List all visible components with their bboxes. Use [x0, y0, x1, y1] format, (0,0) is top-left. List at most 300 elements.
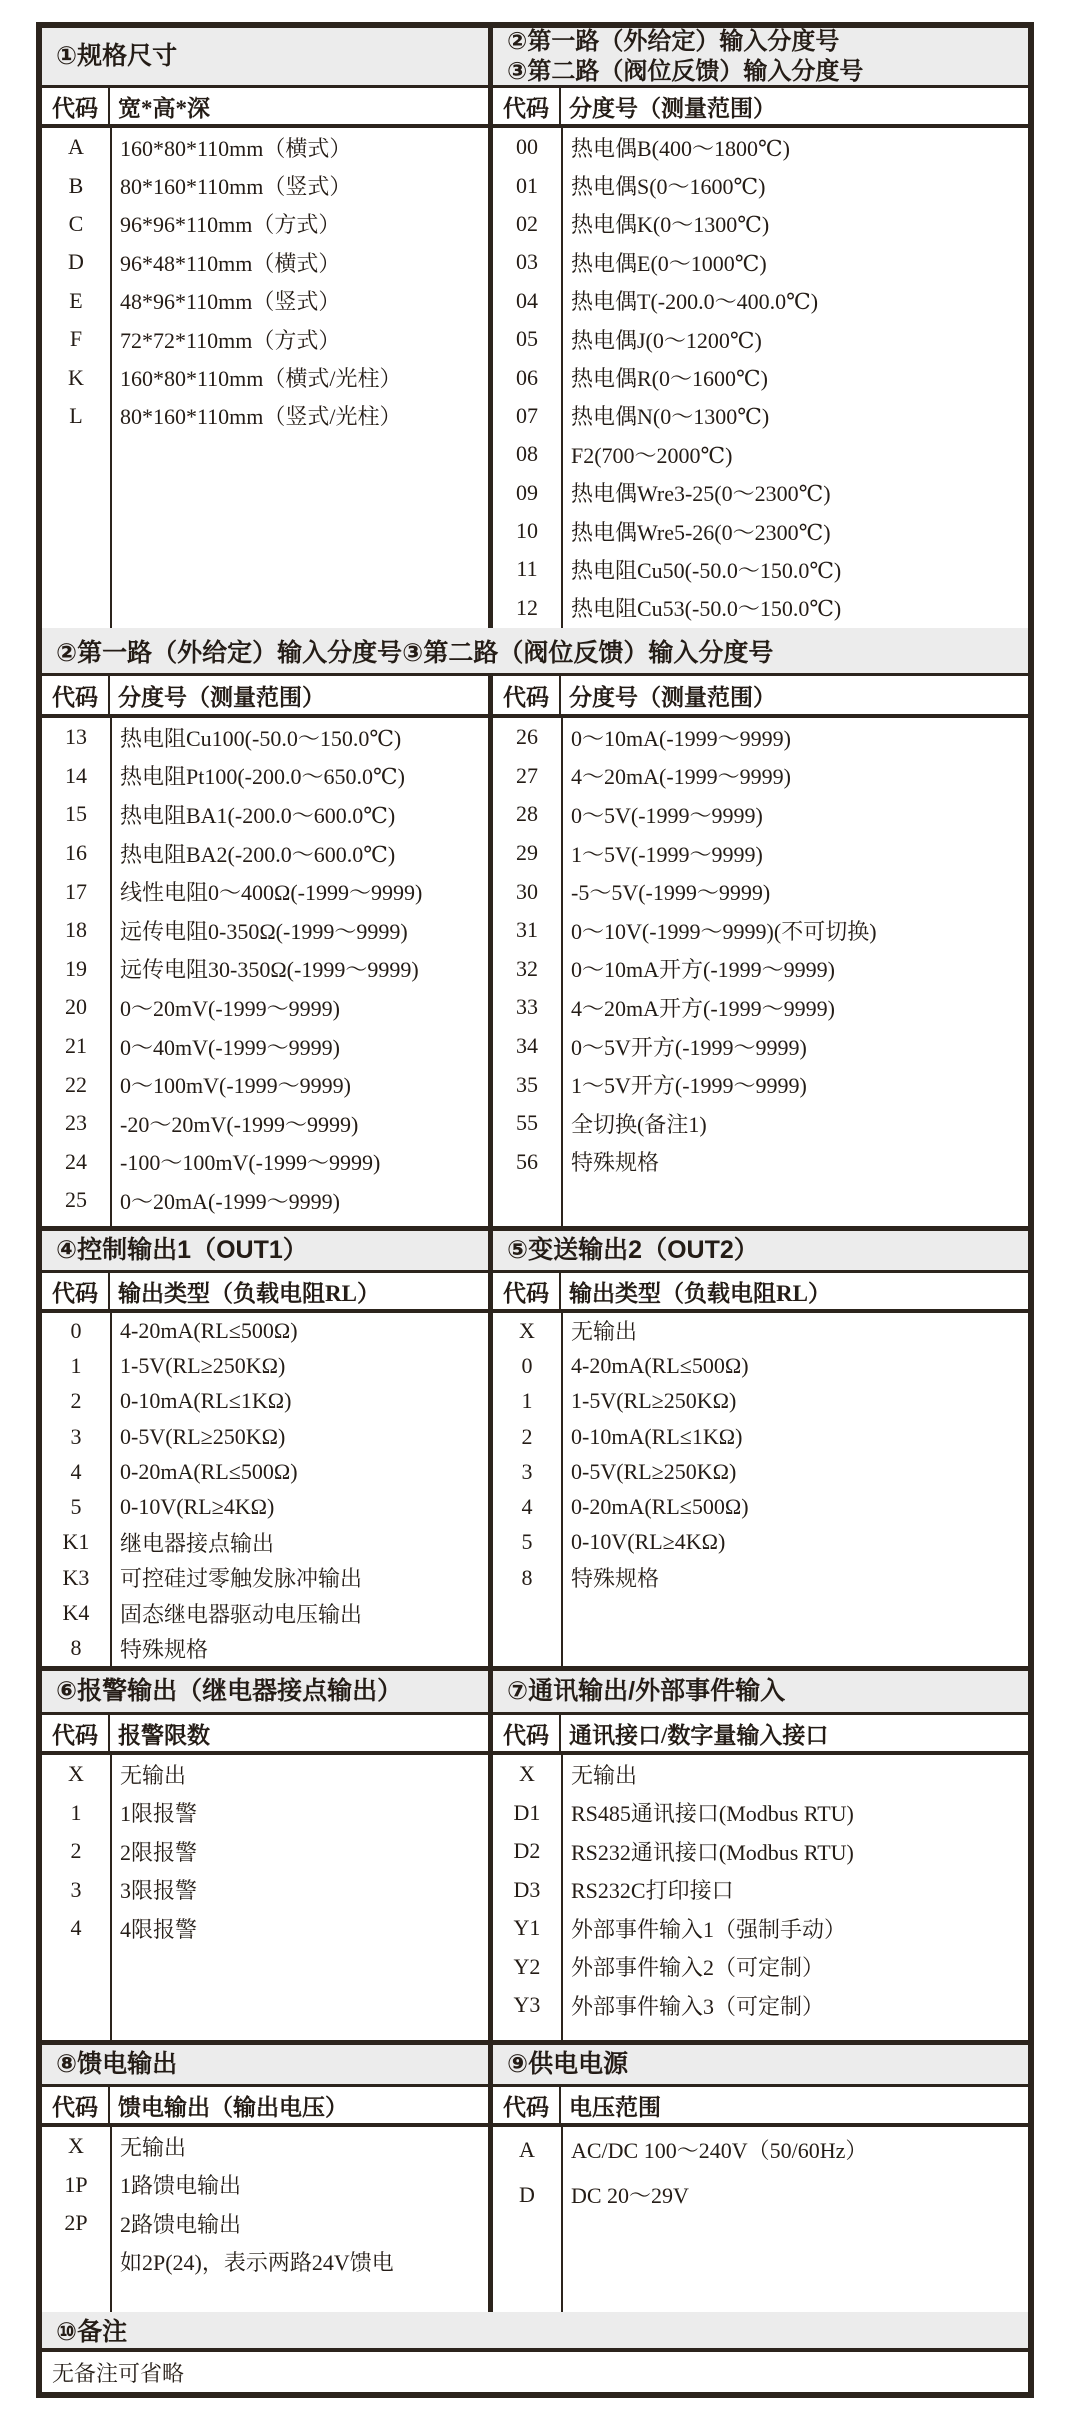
band-right-rows [493, 718, 1028, 1226]
table-row [493, 1755, 1028, 1794]
section-size-title: ①规格尺寸 [56, 42, 178, 71]
section-feed-supply [42, 2040, 1028, 2312]
row-code: K4 [62, 1600, 90, 1626]
section-out1 [42, 1231, 488, 1666]
row-desc: 0～10mA(-1999～9999) [571, 725, 791, 751]
desc-header: 通讯接口/数字量输入接口 [569, 1722, 829, 1748]
row-code: 8 [70, 1635, 82, 1661]
row-desc: 80*160*110mm（竖式/光柱） [120, 404, 402, 430]
section-feed [42, 2045, 488, 2312]
table-row [493, 1313, 1028, 1348]
row-code: 25 [65, 1187, 87, 1213]
row-code: F [69, 326, 83, 352]
section-supply-title: ⑨供电电源 [507, 2050, 629, 2079]
section-feed-title: ⑧馈电输出 [56, 2050, 178, 2079]
row-code: 2P [64, 2210, 88, 2236]
alarm-column-header [42, 1715, 488, 1755]
section-input-top [488, 28, 1028, 628]
table-row [493, 1832, 1028, 1871]
row-desc: 1～5V(-1999～9999) [571, 841, 763, 867]
row-code: B [68, 172, 84, 198]
row-desc: 0-10V(RL≥4KΩ) [571, 1529, 726, 1555]
table-row [42, 1419, 488, 1454]
table-row [42, 128, 488, 166]
table-row [493, 282, 1028, 320]
row-code: 1 [70, 1352, 82, 1378]
table-row [42, 358, 488, 396]
section-alarm-comm [42, 1666, 1028, 2040]
table-row [42, 1384, 488, 1419]
row-desc: 外部事件输入3（可定制） [571, 1993, 825, 2019]
code-header: 代码 [493, 676, 561, 714]
row-code: 13 [65, 724, 87, 750]
section-input-band [42, 628, 1028, 1226]
row-code: 01 [516, 172, 538, 198]
table-row [493, 1489, 1028, 1524]
table-row [493, 1560, 1028, 1595]
table-row [42, 911, 488, 950]
section-remark-title: ⑩备注 [56, 2318, 128, 2346]
row-desc: 热电偶B(400～1800℃) [571, 135, 790, 161]
desc-header: 宽*高*深 [118, 95, 210, 121]
row-desc: 4-20mA(RL≤500Ω) [120, 1317, 298, 1343]
row-desc: 热电偶R(0～1600℃) [571, 366, 768, 392]
table-row [42, 1313, 488, 1348]
row-desc: 160*80*110mm（横式） [120, 135, 352, 161]
row-desc: -5～5V(-1999～9999) [571, 880, 771, 906]
row-code: 23 [65, 1110, 87, 1136]
row-code: 10 [516, 518, 538, 544]
row-code: 26 [516, 724, 538, 750]
table-row [42, 718, 488, 757]
table-row [42, 320, 488, 358]
table-row [493, 988, 1028, 1027]
table-row [493, 243, 1028, 281]
model-selection-table [36, 22, 1034, 2398]
row-code: 4 [70, 1915, 82, 1941]
row-desc: AC/DC 100～240V（50/60Hz） [571, 2138, 868, 2163]
row-desc: 热电偶T(-200.0～400.0℃) [571, 289, 819, 315]
row-code: 00 [516, 134, 538, 160]
row-code: 08 [516, 441, 538, 467]
row-desc: -20～20mV(-1999～9999) [120, 1111, 359, 1137]
table-row [493, 1065, 1028, 1104]
row-desc: 0-10V(RL≥4KΩ) [120, 1494, 275, 1520]
row-code: 1 [70, 1799, 82, 1825]
table-row [493, 1909, 1028, 1948]
row-desc: 特殊规格 [571, 1150, 660, 1176]
table-row [493, 512, 1028, 550]
row-desc: 固态继电器驱动电压输出 [120, 1601, 363, 1627]
row-desc: 0-20mA(RL≤500Ω) [571, 1494, 749, 1520]
row-code: D1 [513, 1799, 541, 1825]
table-row [42, 2243, 488, 2282]
input-band-body [42, 676, 1028, 1226]
row-code: 1 [521, 1388, 533, 1414]
input-top-title-line2: ③第二路（阀位反馈）输入分度号 [507, 57, 864, 85]
row-code: 19 [65, 955, 87, 981]
table-row [493, 397, 1028, 435]
row-desc: 0～5V开方(-1999～9999) [571, 1034, 807, 1060]
row-code: C [68, 210, 84, 236]
out1-column-header [42, 1273, 488, 1313]
row-code: 11 [516, 556, 538, 582]
table-row [493, 589, 1028, 627]
row-code: 8 [521, 1564, 533, 1590]
row-code: 30 [516, 878, 538, 904]
section-remark-header [42, 2312, 1028, 2352]
row-desc: 外部事件输入1（强制手动） [571, 1916, 847, 1942]
table-row [42, 2127, 488, 2166]
row-code: D [68, 249, 84, 275]
input-top-title-line1: ②第一路（外给定）输入分度号 [507, 27, 840, 55]
row-desc: 0-5V(RL≥250KΩ) [571, 1458, 737, 1484]
row-code: 2 [70, 1838, 82, 1864]
table-row [493, 718, 1028, 757]
row-code: 21 [65, 1033, 87, 1059]
row-desc: 4～20mA(-1999～9999) [571, 764, 791, 790]
row-desc: 热电偶Wre3-25(0～2300℃) [571, 481, 831, 507]
row-desc: 热电阻BA2(-200.0～600.0℃) [120, 841, 396, 867]
row-desc: 热电偶K(0～1300℃) [571, 212, 770, 238]
row-code: 20 [65, 994, 87, 1020]
band-left-column-header [42, 676, 488, 718]
row-code: 28 [516, 801, 538, 827]
table-row [493, 1948, 1028, 1987]
row-code: 56 [516, 1148, 538, 1174]
section-supply-header [493, 2045, 1028, 2087]
table-row [493, 950, 1028, 989]
row-desc: 无输出 [120, 2134, 187, 2160]
table-row [493, 474, 1028, 512]
row-desc: 1路馈电输出 [120, 2173, 242, 2199]
row-code: Y3 [513, 1992, 541, 2018]
code-header: 代码 [42, 88, 110, 124]
row-desc: 4限报警 [120, 1916, 198, 1942]
row-desc: RS485通讯接口(Modbus RTU) [571, 1801, 854, 1827]
row-code: 33 [516, 994, 538, 1020]
table-row [493, 1871, 1028, 1910]
row-desc: 继电器接点输出 [120, 1530, 275, 1556]
remark-body: 无备注可省略 [52, 2360, 185, 2386]
section-size [42, 28, 488, 628]
table-row [493, 1348, 1028, 1383]
section-alarm-header [42, 1671, 488, 1715]
band-right-column-header [493, 676, 1028, 718]
size-column-header [42, 88, 488, 128]
table-row [493, 1384, 1028, 1419]
section-comm-header [493, 1671, 1028, 1715]
row-desc: 2限报警 [120, 1839, 198, 1865]
row-desc: 80*160*110mm（竖式） [120, 174, 352, 200]
row-desc: DC 20～29V [571, 2183, 689, 2208]
section-out2 [488, 1231, 1028, 1666]
row-desc: 96*48*110mm（横式） [120, 250, 341, 276]
row-desc: -100～100mV(-1999～9999) [120, 1150, 381, 1176]
table-row [493, 872, 1028, 911]
table-row [493, 1143, 1028, 1182]
row-desc: 热电阻BA1(-200.0～600.0℃) [120, 802, 396, 828]
table-row [42, 397, 488, 435]
row-desc: 1-5V(RL≥250KΩ) [120, 1352, 286, 1378]
size-rows [42, 128, 488, 628]
band-left-rows [42, 718, 488, 1226]
row-code: 4 [521, 1494, 533, 1520]
row-desc: 热电阻Cu53(-50.0～150.0℃) [571, 596, 842, 622]
row-code: 18 [65, 917, 87, 943]
row-desc: RS232C打印接口 [571, 1878, 734, 1904]
row-desc: 特殊规格 [571, 1566, 660, 1592]
row-code: 1P [64, 2171, 88, 2197]
row-desc: 2路馈电输出 [120, 2211, 242, 2237]
table-row [493, 1525, 1028, 1560]
section-out2-title: ⑤变送输出2（OUT2） [507, 1236, 759, 1265]
row-desc: 160*80*110mm（横式/光柱） [120, 366, 402, 392]
section-remark [42, 2312, 1028, 2392]
table-row [42, 2204, 488, 2243]
table-row [493, 911, 1028, 950]
section-size-and-input-top [42, 28, 1028, 628]
table-row [42, 1181, 488, 1220]
table-row [42, 795, 488, 834]
desc-header: 分度号（测量范围） [118, 684, 325, 710]
table-row [42, 1104, 488, 1143]
table-row [493, 2127, 1028, 2172]
row-code: 5 [70, 1494, 82, 1520]
row-desc: 热电偶Wre5-26(0～2300℃) [571, 519, 831, 545]
row-code: 16 [65, 840, 87, 866]
table-row [42, 988, 488, 1027]
row-code: 55 [516, 1110, 538, 1136]
out2-column-header [493, 1273, 1028, 1313]
row-code: 17 [65, 878, 87, 904]
table-row [493, 320, 1028, 358]
row-code: 31 [516, 917, 538, 943]
row-code: 0 [70, 1317, 82, 1343]
row-code: 12 [516, 594, 538, 620]
section-feed-header [42, 2045, 488, 2087]
row-desc: 4～20mA开方(-1999～9999) [571, 995, 835, 1021]
row-code: 07 [516, 402, 538, 428]
table-row [493, 550, 1028, 588]
supply-column-header [493, 2087, 1028, 2127]
row-desc: 热电阻Pt100(-200.0～650.0℃) [120, 764, 405, 790]
desc-header: 输出类型（负载电阻RL） [118, 1280, 380, 1306]
row-code: D [519, 2181, 535, 2207]
table-row [42, 1871, 488, 1910]
section-input-top-header [493, 28, 1028, 88]
row-desc: 热电阻Cu100(-50.0～150.0℃) [120, 725, 402, 751]
table-row [493, 205, 1028, 243]
row-code: 3 [70, 1876, 82, 1902]
table-row [493, 1794, 1028, 1833]
row-desc: 0～10V(-1999～9999)(不可切换) [571, 918, 877, 944]
table-row [42, 282, 488, 320]
row-desc: RS232通讯接口(Modbus RTU) [571, 1839, 854, 1865]
alarm-rows [42, 1755, 488, 2040]
row-code: 4 [70, 1458, 82, 1484]
table-row [493, 1419, 1028, 1454]
table-row [42, 1560, 488, 1595]
input-band-header [42, 628, 1028, 676]
row-desc: 无输出 [571, 1319, 638, 1345]
row-desc: 72*72*110mm（方式） [120, 327, 341, 353]
table-row [42, 1832, 488, 1871]
row-desc: 4-20mA(RL≤500Ω) [571, 1352, 749, 1378]
table-row [493, 1104, 1028, 1143]
row-code: 5 [521, 1529, 533, 1555]
row-desc: 3限报警 [120, 1878, 198, 1904]
row-code: 05 [516, 326, 538, 352]
row-code: 2 [70, 1388, 82, 1414]
row-desc: 1限报警 [120, 1801, 198, 1827]
comm-rows [493, 1755, 1028, 2040]
feed-rows [42, 2127, 488, 2312]
table-row [42, 2166, 488, 2205]
out1-rows [42, 1313, 488, 1666]
row-desc: 全切换(备注1) [571, 1111, 707, 1137]
feed-column-header [42, 2087, 488, 2127]
out2-rows [493, 1313, 1028, 1666]
table-row [493, 757, 1028, 796]
table-row [42, 950, 488, 989]
row-desc: 热电偶S(0～1600℃) [571, 174, 766, 200]
row-desc: 远传电阻30-350Ω(-1999～9999) [120, 957, 419, 983]
desc-header: 报警限数 [118, 1722, 210, 1748]
row-desc: 0～40mV(-1999～9999) [120, 1034, 340, 1060]
row-code: D2 [513, 1838, 541, 1864]
table-row [42, 1755, 488, 1794]
section-out1-out2 [42, 1226, 1028, 1666]
row-code: 27 [516, 762, 538, 788]
row-code: 29 [516, 840, 538, 866]
row-desc: 0～10mA开方(-1999～9999) [571, 957, 835, 983]
code-header: 代码 [493, 2087, 561, 2123]
row-desc: 0～20mA(-1999～9999) [120, 1188, 340, 1214]
row-code: 3 [521, 1458, 533, 1484]
code-header: 代码 [42, 2087, 110, 2123]
row-code: X [68, 1761, 84, 1787]
row-desc: 0～20mV(-1999～9999) [120, 995, 340, 1021]
row-code: K3 [62, 1564, 90, 1590]
desc-header: 电压范围 [569, 2094, 661, 2120]
code-header: 代码 [42, 1273, 110, 1309]
row-code: L [69, 402, 83, 428]
row-code: K [68, 364, 84, 390]
row-code: D3 [513, 1876, 541, 1902]
row-desc: 线性电阻0～400Ω(-1999～9999) [120, 880, 423, 906]
row-code: 3 [70, 1423, 82, 1449]
table-row [42, 1909, 488, 1948]
table-row [42, 1525, 488, 1560]
input-band-title: ②第一路（外给定）输入分度号③第二路（阀位反馈）输入分度号 [56, 638, 774, 667]
row-desc: 96*96*110mm（方式） [120, 212, 341, 238]
code-header: 代码 [493, 1715, 561, 1751]
row-desc: 如2P(24)，表示两路24V馈电 [120, 2250, 394, 2276]
section-out1-title: ④控制输出1（OUT1） [56, 1236, 308, 1265]
section-alarm-title: ⑥报警输出（继电器接点输出） [56, 1677, 403, 1706]
row-code: Y1 [513, 1915, 541, 1941]
row-desc: 可控硅过零触发脉冲输出 [120, 1566, 363, 1592]
section-size-header [42, 28, 488, 88]
comm-column-header [493, 1715, 1028, 1755]
section-comm-title: ⑦通讯输出/外部事件输入 [507, 1677, 786, 1706]
row-desc: 0～5V(-1999～9999) [571, 802, 763, 828]
input-top-rows [493, 128, 1028, 628]
row-code: E [69, 287, 83, 313]
row-desc: 无输出 [571, 1762, 638, 1788]
table-row [493, 834, 1028, 873]
table-row [42, 1454, 488, 1489]
input-band-left [42, 676, 488, 1226]
row-code: X [68, 2133, 84, 2159]
row-code: X [519, 1761, 535, 1787]
row-desc: 热电偶J(0～1200℃) [571, 327, 762, 353]
row-code: K1 [62, 1529, 90, 1555]
section-out1-header [42, 1231, 488, 1273]
row-code: Y2 [513, 1953, 541, 1979]
input-top-column-header [493, 88, 1028, 128]
table-row [493, 1986, 1028, 2025]
row-code: 04 [516, 287, 538, 313]
row-code: 06 [516, 364, 538, 390]
table-row [493, 1027, 1028, 1066]
table-row [42, 1595, 488, 1630]
row-desc: 0-5V(RL≥250KΩ) [120, 1423, 286, 1449]
row-desc: 特殊规格 [120, 1636, 209, 1662]
row-code: 22 [65, 1071, 87, 1097]
table-row [42, 1027, 488, 1066]
section-supply [488, 2045, 1028, 2312]
code-header: 代码 [42, 1715, 110, 1751]
row-code: 2 [521, 1423, 533, 1449]
row-desc: 0-10mA(RL≤1KΩ) [571, 1423, 743, 1449]
row-code: 0 [521, 1352, 533, 1378]
table-row [493, 358, 1028, 396]
table-row [493, 1454, 1028, 1489]
row-desc: F2(700～2000℃) [571, 442, 733, 468]
section-comm [488, 1671, 1028, 2040]
supply-rows [493, 2127, 1028, 2312]
desc-header: 分度号（测量范围） [569, 95, 776, 121]
row-code: A [519, 2136, 535, 2162]
row-desc: 热电偶E(0～1000℃) [571, 250, 767, 276]
table-row [42, 757, 488, 796]
row-desc: 0-20mA(RL≤500Ω) [120, 1458, 298, 1484]
table-row [42, 1794, 488, 1833]
section-alarm [42, 1671, 488, 2040]
desc-header: 输出类型（负载电阻RL） [569, 1280, 831, 1306]
row-code: 35 [516, 1071, 538, 1097]
table-row [42, 1631, 488, 1666]
row-desc: 无输出 [120, 1762, 187, 1788]
row-code: 09 [516, 479, 538, 505]
row-code: 34 [516, 1033, 538, 1059]
row-code: 02 [516, 210, 538, 236]
row-code: 15 [65, 801, 87, 827]
row-desc: 热电偶N(0～1300℃) [571, 404, 770, 430]
table-row [493, 435, 1028, 473]
section-out2-header [493, 1231, 1028, 1273]
row-code: X [519, 1317, 535, 1343]
row-desc: 1-5V(RL≥250KΩ) [571, 1388, 737, 1414]
table-row [42, 1489, 488, 1524]
table-row [42, 872, 488, 911]
desc-header: 分度号（测量范围） [569, 684, 776, 710]
table-row [493, 2172, 1028, 2217]
desc-header: 馈电输出（输出电压） [118, 2094, 348, 2120]
table-row [493, 128, 1028, 166]
